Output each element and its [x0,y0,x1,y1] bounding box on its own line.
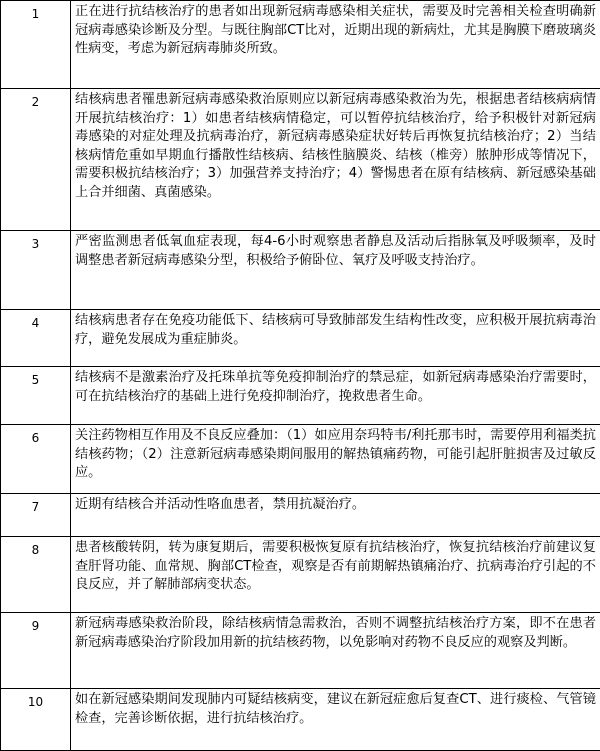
table-row [1,425,600,494]
row-number: 5 [1,367,71,425]
row-number: 8 [1,537,71,613]
row-text: 新冠病毒感染救治阶段，除结核病情急需救治，否则不调整抗结核治疗方案，即不在患者新冠病毒感染治疗阶段加用新的抗结核药物，以免影响对药物不良反应的观察及判断。 [71,613,600,689]
row-text: 关注药物相互作用及不良反应叠加：（1）如应用奈玛特韦/利托那韦时，需要停用利福类抗结核药物；（2）注意新冠病毒感染期间服用的解热镇痛药物，可能引起肝脏损害及过敏反应。 [71,425,600,494]
row-number: 6 [1,425,71,494]
table-row [1,89,600,231]
row-number: 3 [1,231,71,310]
row-text: 近期有结核合并活动性咯血患者，禁用抗凝治疗。 [71,494,600,537]
row-number: 1 [1,1,71,89]
row-text: 结核病患者存在免疫功能低下、结核病可导致肺部发生结构性改变，应积极开展抗病毒治疗，避免发展成为重症肺炎。 [71,310,600,367]
row-text: 正在进行抗结核治疗的患者如出现新冠病毒感染相关症状，需要及时完善相关检查明确新冠病毒感染诊断及分型。与既往胸部CT比对，近期出现的新病灶，尤其是胸膜下磨玻璃炎性病变，考虑为新冠病毒肺炎所致。 [71,1,600,89]
table-row [1,494,600,537]
row-text: 结核病患者罹患新冠病毒感染救治原则应以新冠病毒感染救治为先，根据患者结核病病情开展抗结核治疗：1）如患者结核病情稳定，可以暂停抗结核治疗，给予积极针对新冠病毒感染的对症处理及抗病毒治疗，新冠病毒感染症状好转后再恢复抗结核治疗；2）当结核病情危重如早期血行播散性结核病、结核性脑膜炎、结核（椎旁）脓肿形成等情况下，需要积极抗结核治疗；3）加强营养支持治疗；4）警惕患者在原有结核病、新冠感染基础上合并细菌、真菌感染。 [71,89,600,231]
row-text: 如在新冠感染期间发现肺内可疑结核病变，建议在新冠症愈后复查CT、进行痰检、气管镜检查，完善诊断依据，进行抗结核治疗。 [71,689,600,751]
row-number: 4 [1,310,71,367]
table-row [1,231,600,310]
row-number: 10 [1,689,71,751]
row-text: 患者核酸转阴，转为康复期后，需要积极恢复原有抗结核治疗，恢复抗结核治疗前建议复查肝肾功能、血常规、胸部CT检查，观察是否有前期解热镇痛治疗、抗病毒治疗引起的不良反应，并了解肺部病变状态。 [71,537,600,613]
row-text: 结核病不是激素治疗及托珠单抗等免疫抑制治疗的禁忌症，如新冠病毒感染治疗需要时，可在抗结核治疗的基础上进行免疫抑制治疗，挽救患者生命。 [71,367,600,425]
table-row [1,310,600,367]
table-row [1,613,600,689]
row-number: 2 [1,89,71,231]
table-row [1,689,600,751]
table-row [1,367,600,425]
table-row [1,1,600,89]
row-number: 9 [1,613,71,689]
row-text: 严密监测患者低氧血症表现，每4-6小时观察患者静息及活动后指脉氧及呼吸频率，及时调整患者新冠病毒感染分型，积极给予俯卧位、氧疗及呼吸支持治疗。 [71,231,600,310]
table-row [1,537,600,613]
row-number: 7 [1,494,71,537]
